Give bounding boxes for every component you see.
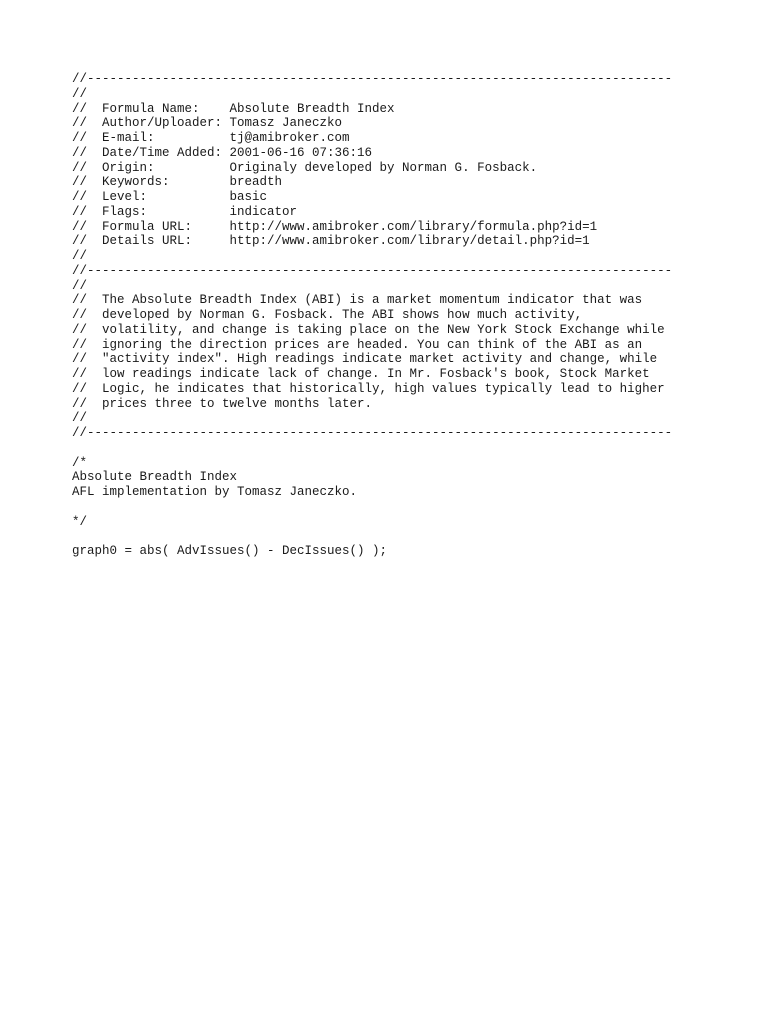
author-line: // Author/Uploader: Tomasz Janeczko bbox=[72, 116, 343, 131]
code-statement: graph0 = abs( AdvIssues() - DecIssues() ); bbox=[72, 544, 388, 558]
description-line: // volatility, and change is taking place on the New York Stock Exchange while bbox=[72, 322, 665, 337]
separator-line: //------------------------------------------------------------------------------ bbox=[72, 72, 673, 86]
block-comment-title: Absolute Breadth Index bbox=[72, 470, 238, 485]
block-comment-open: /* bbox=[72, 455, 88, 470]
formula-url-line: // Formula URL: http://www.amibroker.com/library/formula.php?id=1 bbox=[72, 219, 598, 234]
description-line: // low readings indicate lack of change. In Mr. Fosback's book, Stock Market bbox=[72, 367, 650, 381]
comment-line: // bbox=[72, 249, 88, 263]
flags-line: // Flags: indicator bbox=[72, 204, 298, 219]
description-line: // ignoring the direction prices are headed. You can think of the ABI as an bbox=[72, 337, 643, 352]
description-line: // Logic, he indicates that historically, high values typically lead to higher bbox=[72, 381, 665, 396]
description-line: // "activity index". High readings indicate market activity and change, while bbox=[72, 352, 658, 367]
block-comment-close: */ bbox=[72, 514, 88, 529]
block-comment-author: AFL implementation by Tomasz Janeczko. bbox=[72, 485, 358, 499]
email-line: // E-mail: tj@amibroker.com bbox=[72, 131, 350, 145]
separator-line: //------------------------------------------------------------------------------ bbox=[72, 263, 673, 278]
level-line: // Level: basic bbox=[72, 190, 268, 204]
blank-line bbox=[72, 500, 712, 515]
origin-line: // Origin: Originaly developed by Norman G. Fosback. bbox=[72, 160, 538, 175]
blank-line bbox=[72, 441, 712, 456]
description-line: // The Absolute Breadth Index (ABI) is a market momentum indicator that was bbox=[72, 293, 643, 308]
comment-line: // bbox=[72, 278, 88, 293]
comment-line: // bbox=[72, 86, 88, 101]
details-url-line: // Details URL: http://www.amibroker.com/library/detail.php?id=1 bbox=[72, 234, 590, 249]
keywords-line: // Keywords: breadth bbox=[72, 175, 283, 190]
blank-line bbox=[72, 529, 712, 544]
date-added-line: // Date/Time Added: 2001-06-16 07:36:16 bbox=[72, 145, 373, 160]
description-line: // developed by Norman G. Fosback. The ABI shows how much activity, bbox=[72, 308, 583, 322]
separator-line: //------------------------------------------------------------------------------ bbox=[72, 426, 673, 440]
formula-name-line: // Formula Name: Absolute Breadth Index bbox=[72, 101, 395, 116]
description-line: // prices three to twelve months later. bbox=[72, 396, 373, 411]
comment-line: // bbox=[72, 411, 88, 426]
code-document bbox=[72, 72, 712, 559]
